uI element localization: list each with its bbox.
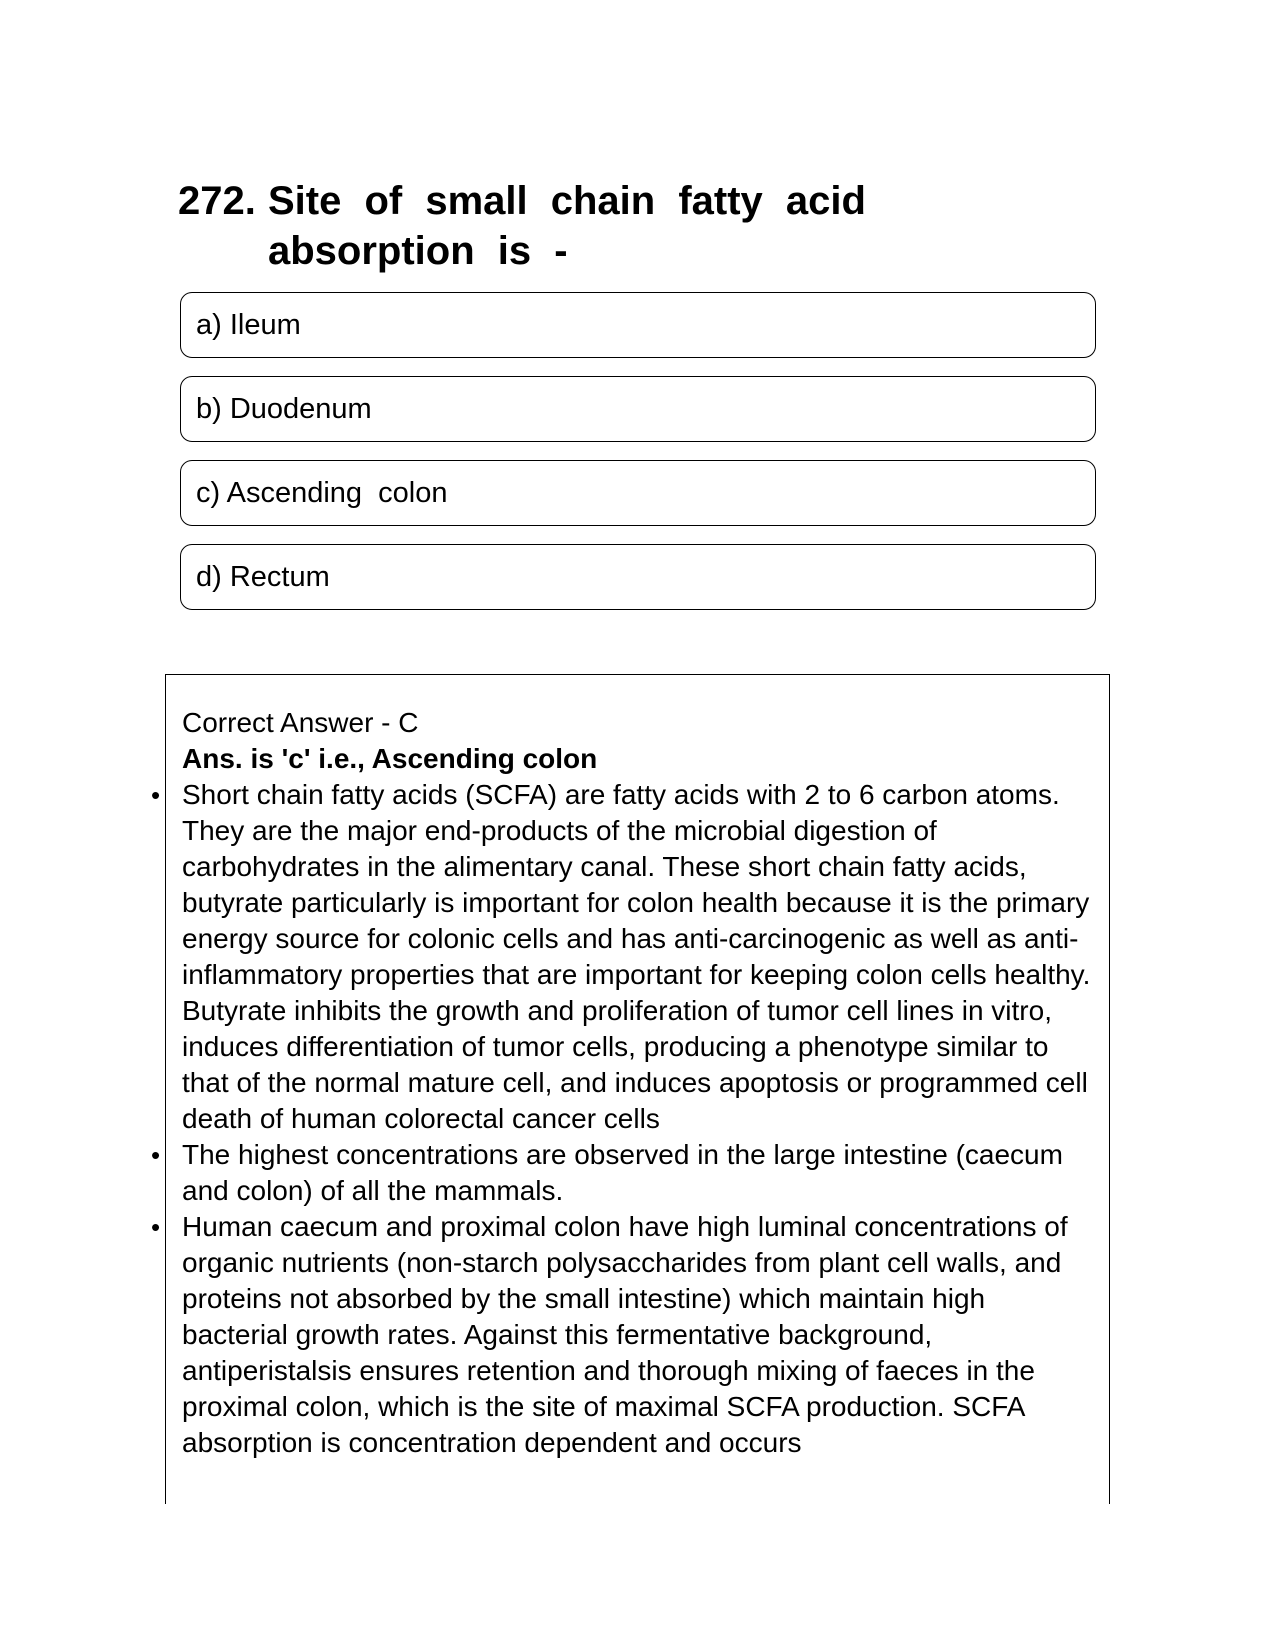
correct-answer-line: Correct Answer - C [182, 707, 419, 738]
question-text: Site of small chain fatty acid absorption is - [268, 179, 866, 273]
explanation-point [151, 1209, 1092, 1461]
explanation-list [151, 777, 1092, 1461]
explanation-point [151, 1137, 1092, 1209]
explanation-text: The highest concentrations are observed in the large intestine (caecum and colon) of all the mammals. [182, 1139, 1063, 1206]
explanation-text: Human caecum and proximal colon have high luminal concentrations of organic nutrients (non-starch polysaccharides from plant cell walls, and proteins not absorbed by the small intestine) which maintain high bacterial growth rates. Against this fermentative background, antiperistalsis ensures retention and thorough mixing of faeces in the proximal colon, which is the site of maximal SCFA production. SCFA absorption is concentration dependent and occurs [182, 1211, 1068, 1458]
bullet-icon: • [151, 780, 161, 810]
answer-content [151, 705, 1092, 1461]
option-d[interactable]: d) Rectum [180, 544, 1096, 610]
question-heading [178, 176, 898, 276]
bullet-icon: • [151, 1212, 161, 1242]
bullet-icon: • [151, 1140, 161, 1170]
answer-title: Ans. is 'c' i.e., Ascending colon [182, 743, 598, 774]
option-a[interactable]: a) Ileum [180, 292, 1096, 358]
option-c[interactable]: c) Ascending colon [180, 460, 1096, 526]
explanation-point [151, 777, 1092, 1137]
option-b[interactable]: b) Duodenum [180, 376, 1096, 442]
question-number: 272. [178, 179, 256, 223]
answer-explanation-box [151, 674, 1110, 1504]
explanation-text: Short chain fatty acids (SCFA) are fatty acids with 2 to 6 carbon atoms. They are the major end-products of the microbial digestion of carbohydrates in the alimentary canal. These short chain fatty acids, butyrate particularly is important for colon health because it is the primary energy source for colonic cells and has anti-carcinogenic as well as anti-inflammatory properties that are important for keeping colon cells healthy. Butyrate inhibits the growth and proliferation of tumor cell lines in vitro, induces differentiation of tumor cells, producing a phenotype similar to that of the normal mature cell, and induces apoptosis or programmed cell death of human colorectal cancer cells [182, 779, 1091, 1134]
